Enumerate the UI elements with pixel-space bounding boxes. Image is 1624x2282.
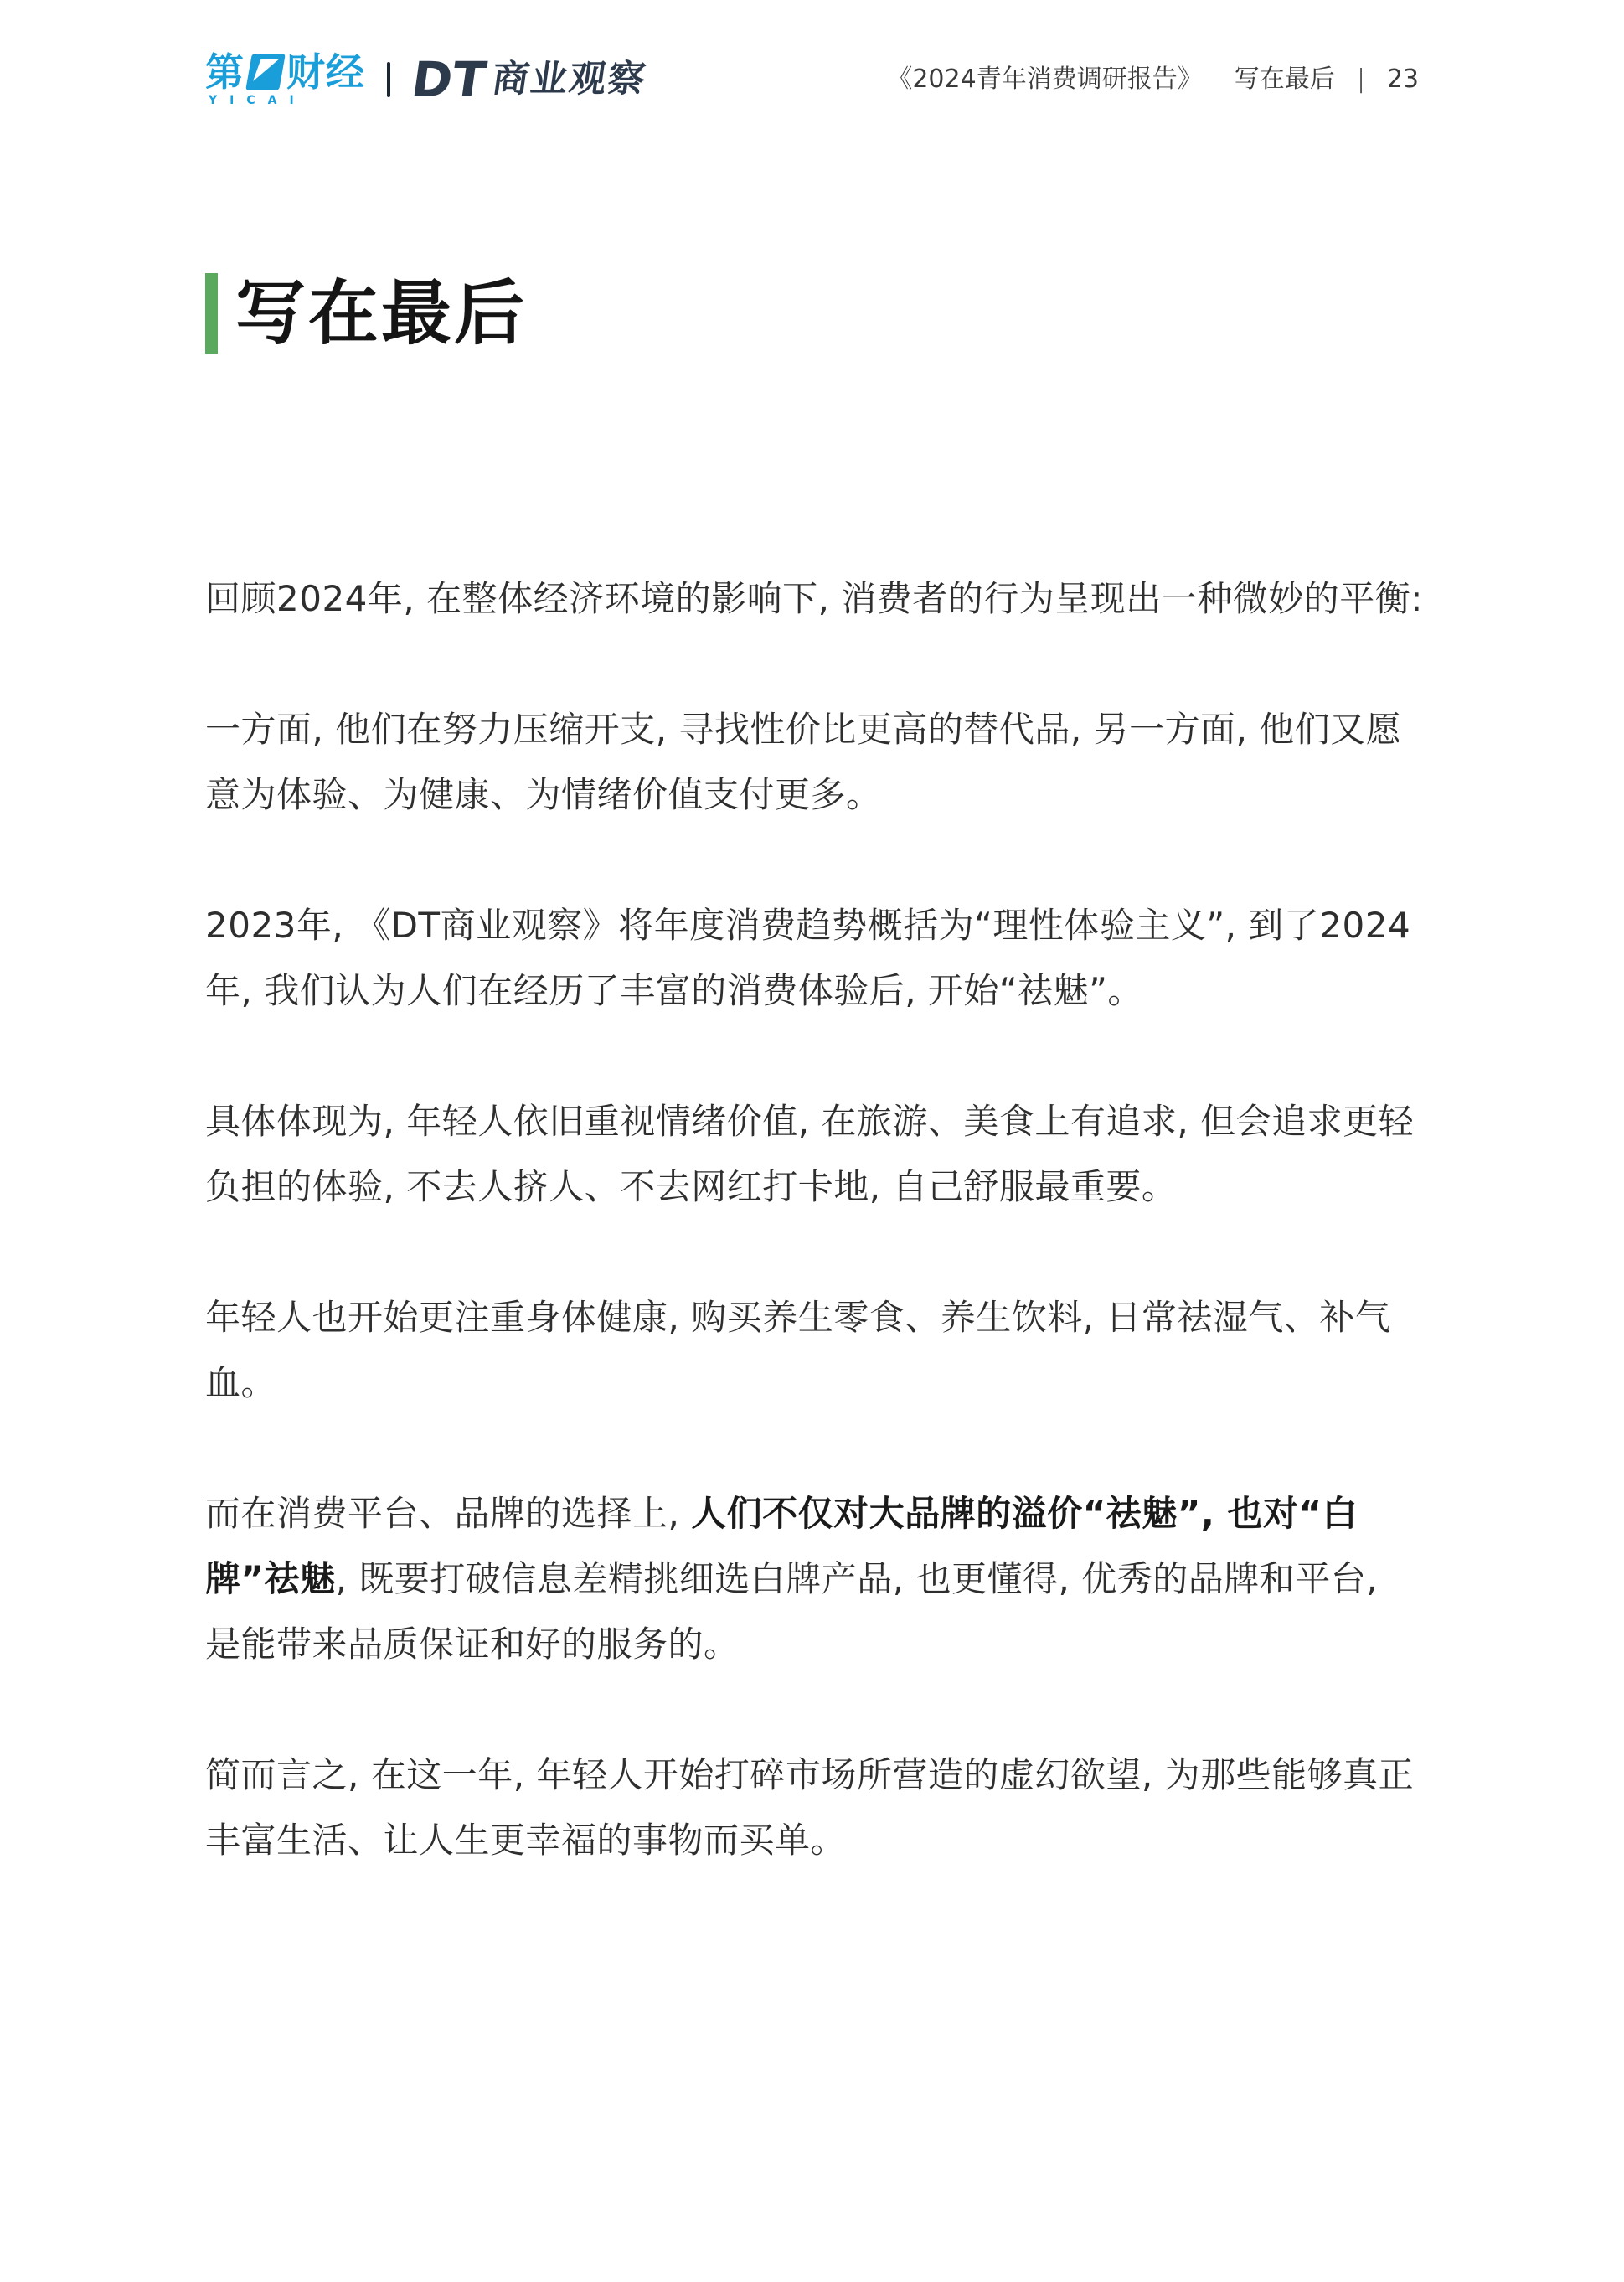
logo-divider (387, 62, 390, 97)
body-paragraphs (205, 566, 1424, 1939)
paragraph-text: 具体体现为, 年轻人依旧重视情绪价值, 在旅游、美食上有追求, 但会追求更轻负担的体验, 不去人挤人、不去网红打卡地, 自己舒服最重要。 (205, 1101, 1415, 1207)
paragraph (205, 1089, 1424, 1220)
header-meta (887, 67, 1419, 92)
section-title: 写在最后 (235, 272, 528, 354)
paragraph-text-bold: 人们不仅对大品牌的溢价“祛魅”, 也对“白牌”祛魅 (205, 1493, 1358, 1599)
paragraph-text: 简而言之, 在这一年, 年轻人开始打碎市场所营造的虚幻欲望, 为那些能够真正丰富生活、让人生更幸福的事物而买单。 (205, 1754, 1415, 1861)
paragraph (205, 1742, 1424, 1873)
paragraph (205, 697, 1424, 828)
paragraph-text: 年轻人也开始更注重身体健康, 购买养生零食、养生饮料, 日常祛湿气、补气血。 (205, 1297, 1391, 1403)
yicai-logo-suffix: 财经 (286, 49, 365, 95)
section-name: 写在最后 (1234, 65, 1335, 94)
paragraph-text: 回顾2024年, 在整体经济环境的影响下, 消费者的行为呈现出一种微妙的平衡: (205, 578, 1423, 619)
paragraph (205, 1481, 1424, 1677)
yicai-logo-main (205, 49, 365, 95)
paragraph (205, 1285, 1424, 1416)
paragraph-text: , 既要打破信息差精挑细选白牌产品, 也更懂得, 优秀的品牌和平台, 是能带来品质保证和好的服务的。 (205, 1558, 1379, 1665)
dt-logo-letters: DT (408, 51, 490, 108)
title-accent-bar (205, 273, 218, 354)
paragraph-text: 而在消费平台、品牌的选择上, (205, 1493, 692, 1534)
section-title-block (205, 273, 527, 354)
page-header (205, 47, 1419, 112)
dt-logo-text: 商业观察 (489, 58, 650, 101)
yicai-logo (205, 49, 365, 107)
report-title: 《2024青年消费调研报告》 (887, 65, 1203, 94)
paragraph-text: 一方面, 他们在努力压缩开支, 寻找性价比更高的替代品, 另一方面, 他们又愿意为体验、为健康、为情绪价值支付更多。 (205, 709, 1402, 815)
paragraph (205, 566, 1424, 632)
yicai-flag-icon (245, 54, 286, 90)
page-number: 23 (1386, 65, 1419, 94)
paragraph (205, 893, 1424, 1024)
dt-logo (408, 51, 650, 108)
header-logos (205, 49, 650, 108)
yicai-logo-subtext: YICAI (209, 94, 307, 107)
paragraph-text: 2023年, 《DT商业观察》将年度消费趋势概括为“理性体验主义”, 到了2024年, 我们认为人们在经历了丰富的消费体验后, 开始“祛魅”。 (205, 905, 1411, 1011)
yicai-logo-prefix: 第 (205, 49, 245, 95)
page-separator: | (1358, 65, 1364, 94)
